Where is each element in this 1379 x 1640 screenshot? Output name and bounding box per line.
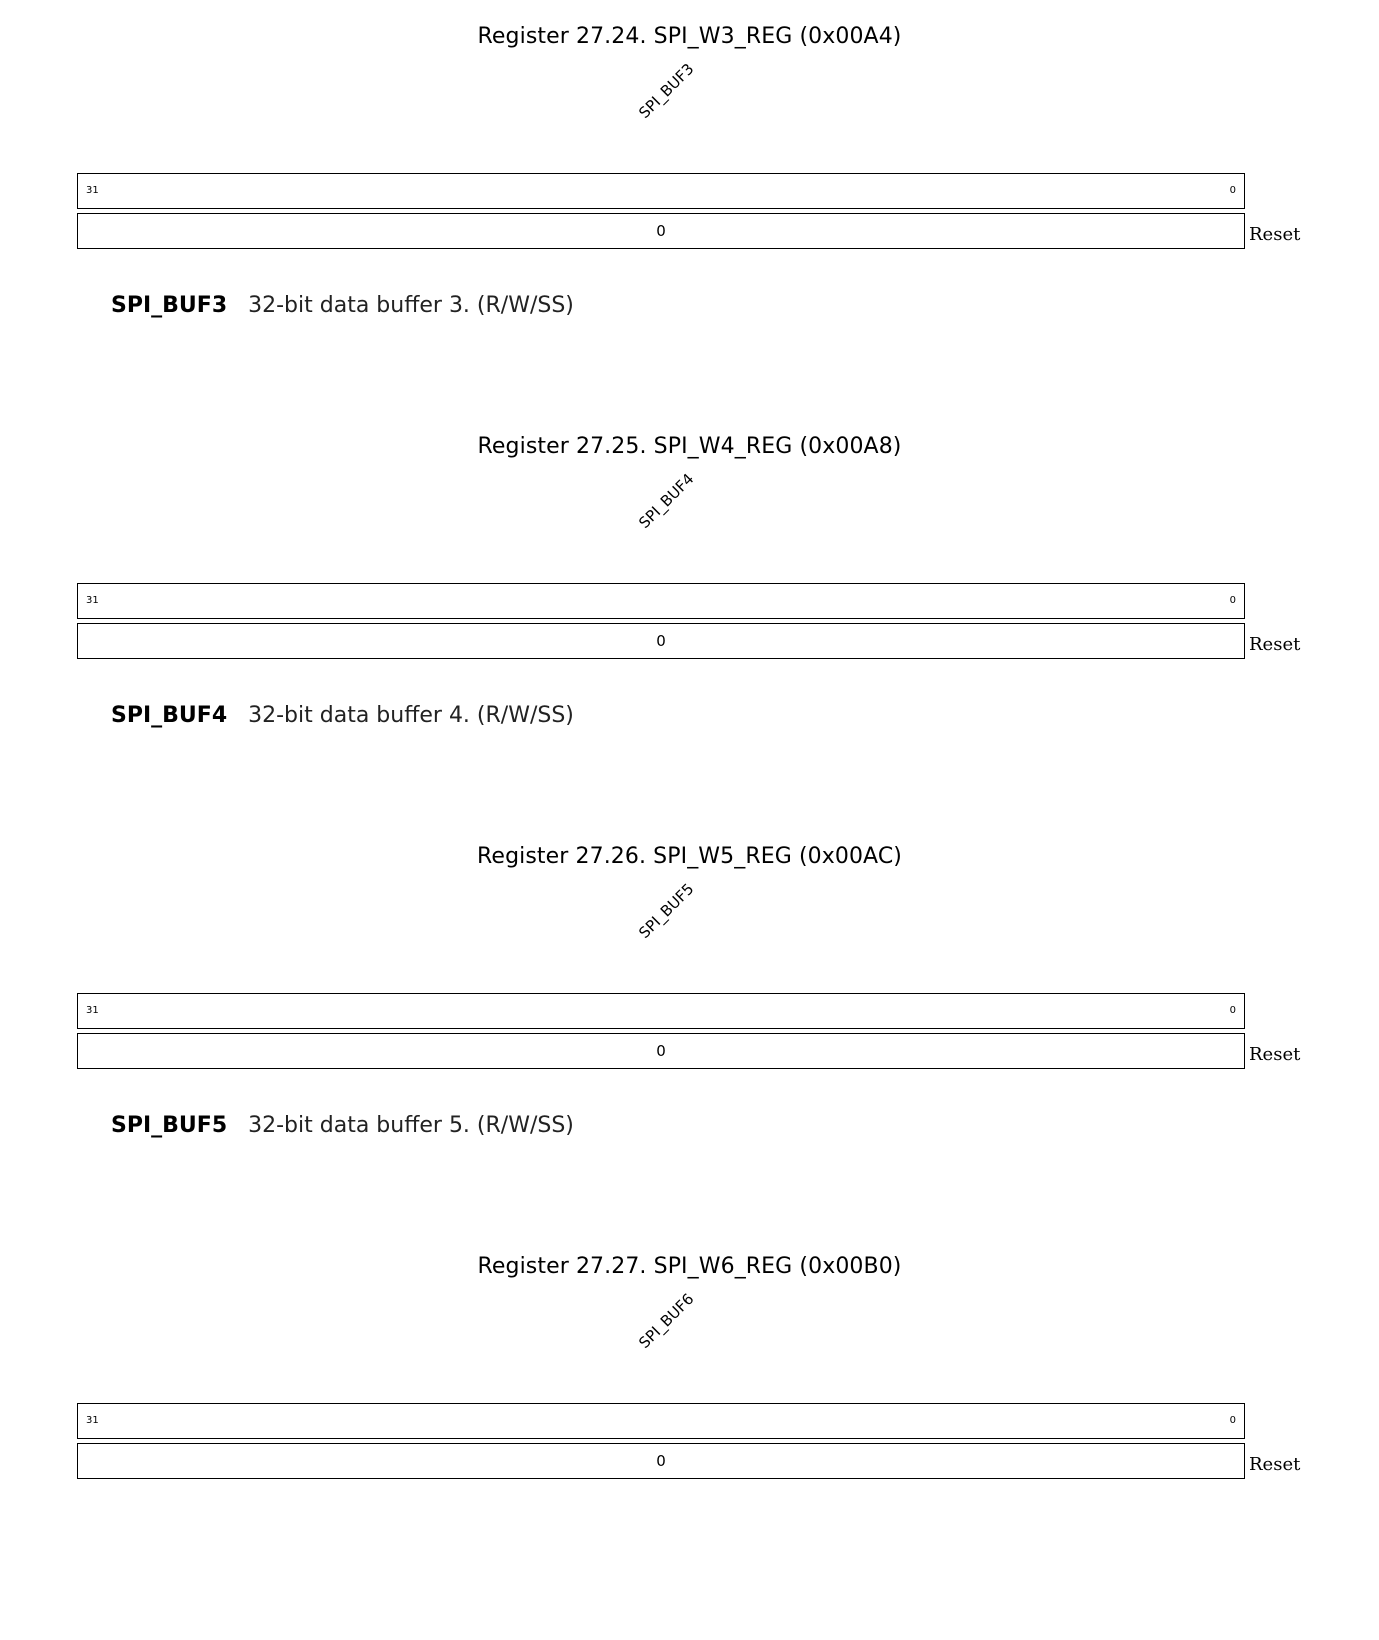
field-description-text: 32-bit data buffer 5. (R/W/SS) xyxy=(248,1113,574,1138)
bit-low-label: 0 xyxy=(1229,1415,1236,1426)
field-description-name: SPI_BUF3 xyxy=(111,293,228,318)
register-title: Register 27.26. SPI_W5_REG (0x00AC) xyxy=(477,844,902,869)
field-description-name: SPI_BUF5 xyxy=(111,1113,228,1138)
register-block xyxy=(0,0,1379,410)
field-description-text: 32-bit data buffer 4. (R/W/SS) xyxy=(248,703,574,728)
field-description-text: 32-bit data buffer 3. (R/W/SS) xyxy=(248,293,574,318)
field-label: SPI_BUF4 xyxy=(635,469,698,532)
field-label: SPI_BUF6 xyxy=(635,1289,698,1352)
reset-value: 0 xyxy=(656,1042,666,1060)
field-label: SPI_BUF5 xyxy=(635,879,698,942)
bit-high-label: 31 xyxy=(86,595,99,606)
bit-high-label: 31 xyxy=(86,1005,99,1016)
register-title: Register 27.25. SPI_W4_REG (0x00A8) xyxy=(477,434,902,459)
field-label: SPI_BUF3 xyxy=(635,59,698,122)
reset-value-row xyxy=(77,1443,1245,1479)
bit-low-label: 0 xyxy=(1229,595,1236,606)
reset-value-row xyxy=(77,1033,1245,1069)
bit-high-label: 31 xyxy=(86,185,99,196)
field-description xyxy=(111,703,574,728)
bit-range-row xyxy=(77,173,1245,209)
reset-label: Reset xyxy=(1249,1454,1301,1475)
bit-range-row xyxy=(77,583,1245,619)
reset-label: Reset xyxy=(1249,1044,1301,1065)
bit-low-label: 0 xyxy=(1229,185,1236,196)
reset-value: 0 xyxy=(656,222,666,240)
field-description xyxy=(111,293,574,318)
bit-range-row xyxy=(77,1403,1245,1439)
reset-value-row xyxy=(77,623,1245,659)
reset-value-row xyxy=(77,213,1245,249)
bit-low-label: 0 xyxy=(1229,1005,1236,1016)
register-block xyxy=(0,820,1379,1230)
reset-value: 0 xyxy=(656,632,666,650)
reset-value: 0 xyxy=(656,1452,666,1470)
bit-range-row xyxy=(77,993,1245,1029)
register-title: Register 27.27. SPI_W6_REG (0x00B0) xyxy=(477,1254,902,1279)
field-description xyxy=(111,1113,574,1138)
reset-label: Reset xyxy=(1249,224,1301,245)
register-block xyxy=(0,410,1379,820)
bit-high-label: 31 xyxy=(86,1415,99,1426)
reset-label: Reset xyxy=(1249,634,1301,655)
register-title: Register 27.24. SPI_W3_REG (0x00A4) xyxy=(477,24,902,49)
register-block xyxy=(0,1230,1379,1640)
field-description-name: SPI_BUF4 xyxy=(111,703,228,728)
